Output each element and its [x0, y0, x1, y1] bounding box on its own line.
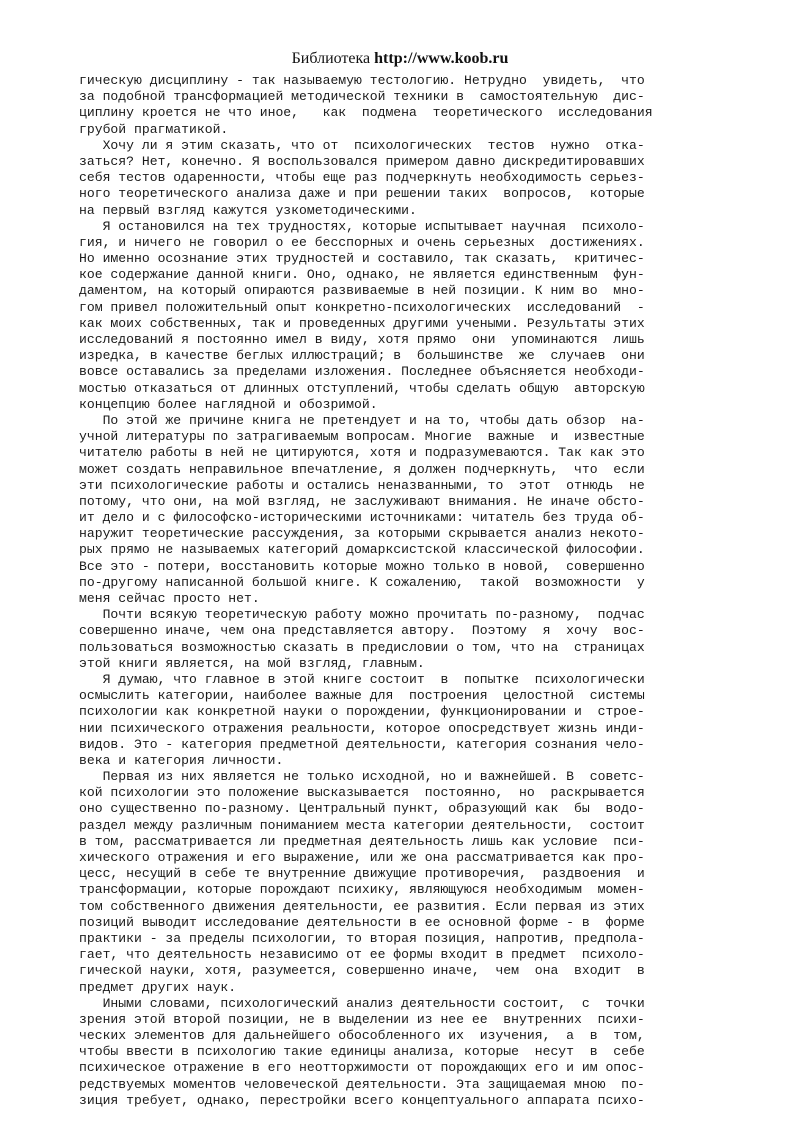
- text-line: Я думаю, что главное в этой книге состоит в попытке психологически: [79, 671, 645, 687]
- text-line: наружит теоретические рассуждения, за которыми скрывается анализ некото-: [79, 526, 645, 542]
- text-line: редствуемых моментов человеческой деятельности. Эта защищаемая мною по-: [79, 1076, 645, 1092]
- library-url-link[interactable]: http://www.koob.ru: [374, 50, 509, 67]
- text-line: зиция требует, однако, перестройки всего концептуального аппарата психо-: [79, 1092, 645, 1108]
- text-line: грубой прагматикой.: [79, 121, 229, 137]
- text-line: кое содержание данной книги. Оно, однако, не является единственным фун-: [79, 267, 645, 283]
- text-line: рых прямо не называемых категорий домарксистской классической философии.: [79, 542, 645, 558]
- text-line: нии психического отражения реальности, которое опосредствует жизнь инди-: [79, 720, 645, 736]
- text-line: Первая из них является не только исходной, но и важнейшей. В советс-: [79, 769, 645, 785]
- text-line: этой книги является, на мой взгляд, главным.: [79, 655, 425, 671]
- text-line: ческих элементов для дальнейшего обособленного их изучения, а в том,: [79, 1028, 645, 1044]
- text-line: Но именно осознание этих трудностей и составило, так сказать, критичес-: [79, 251, 645, 267]
- text-line: в том, рассматривается ли предметная деятельность лишь как условие пси-: [79, 833, 645, 849]
- text-line: мостью отказаться от длинных отступлений, чтобы сделать общую авторскую: [79, 380, 645, 396]
- text-line: даментом, на который опираются развиваемые в ней позиции. К ним во мно-: [79, 283, 645, 299]
- text-line: по-другому написанной большой книге. К сожалению, такой возможности у: [79, 574, 645, 590]
- text-line: Почти всякую теоретическую работу можно прочитать по-разному, подчас: [79, 607, 645, 623]
- text-line: позиций выводит исследование деятельности в ее основной форме - в форме: [79, 914, 645, 930]
- text-line: практики - за пределы психологии, то вторая позиция, напротив, предпола-: [79, 930, 645, 946]
- text-line: как моих собственных, так и проведенных другими учеными. Результаты этих: [79, 315, 645, 331]
- text-line: осмыслить категории, наиболее важные для построения целостной системы: [79, 688, 645, 704]
- text-line: себя тестов одаренности, чтобы еще раз подчеркнуть необходимость серьез-: [79, 170, 645, 186]
- text-line: ит дело и с философско-историческими источниками: читатель без труда об-: [79, 510, 645, 526]
- text-line: циплину кроется не что иное, как подмена теоретического исследования: [79, 105, 653, 121]
- text-line: пользоваться возможностью сказать в предисловии о том, что на страницах: [79, 639, 645, 655]
- text-line: Иными словами, психологический анализ деятельности состоит, с точки: [79, 995, 645, 1011]
- text-line: совершенно иначе, чем она представляется автору. Поэтому я хочу вос-: [79, 623, 645, 639]
- text-line: психическое отражение в его неотторжимости от порождающих его и им опос-: [79, 1060, 645, 1076]
- text-line: психологии как конкретной науки о порождении, функционировании и строе-: [79, 704, 645, 720]
- text-line: читателю работы в ней не цитируются, хотя и подразумеваются. Так как это: [79, 445, 645, 461]
- text-line: может создать неправильное впечатление, я должен подчеркнуть, что если: [79, 461, 645, 477]
- text-line: гом привел положительный опыт конкретно-психологических исследований -: [79, 299, 645, 315]
- library-label: Библиотека: [291, 50, 371, 67]
- text-line: Хочу ли я этим сказать, что от психологических тестов нужно отка-: [79, 137, 645, 153]
- text-line: потому, что они, на мой взгляд, не заслуживают внимания. Не иначе обсто-: [79, 493, 645, 509]
- text-line: кой психологии это положение высказывается постоянно, но раскрывается: [79, 785, 645, 801]
- page-header: [0, 50, 800, 68]
- text-line: раздел между различным пониманием места категории деятельности, состоит: [79, 817, 645, 833]
- text-line: вовсе оставались за пределами изложения. Последнее объясняется необходи-: [79, 364, 645, 380]
- text-line: хического отражения и его выражение, или же она рассматривается как про-: [79, 850, 645, 865]
- text-line: По этой же причине книга не претендует и на то, чтобы дать обзор на-: [79, 412, 645, 428]
- text-line: гической науки, хотя, разумеется, совершенно иначе, чем она входит в: [79, 963, 645, 979]
- text-line: исследований я постоянно имел в виду, хотя прямо они упоминаются лишь: [79, 332, 645, 347]
- text-line: меня сейчас просто нет.: [79, 591, 260, 606]
- text-line: видов. Это - категория предметной деятельности, категория сознания чело-: [79, 736, 645, 752]
- text-line: гия, и ничего не говорил о ее бесспорных и очень серьезных достижениях.: [79, 234, 645, 250]
- text-line: заться? Нет, конечно. Я воспользовался примером давно дискредитировавших: [79, 153, 645, 169]
- text-line: зрения этой второй позиции, не в выделении из нее ее внутренних психи-: [79, 1011, 645, 1027]
- text-line: эти психологические работы и остались неназванными, то этот отнюдь не: [79, 477, 645, 493]
- text-line: ного теоретического анализа даже и при решении таких вопросов, которые: [79, 186, 645, 202]
- text-line: оно существенно по-разному. Центральный пункт, образующий как бы водо-: [79, 801, 645, 817]
- text-line: том собственного движения деятельности, ее развития. Если первая из этих: [79, 898, 645, 914]
- text-line: на первый взгляд кажутся узкометодическими.: [79, 202, 417, 218]
- text-line: Я остановился на тех трудностях, которые испытывает научная психоло-: [79, 218, 645, 234]
- text-line: гает, что деятельность независимо от ее формы входит в предмет психоло-: [79, 947, 645, 963]
- text-line: предмет других наук.: [79, 979, 237, 995]
- text-line: цесс, несущий в себе те внутренние движущие противоречия, раздвоения и: [79, 866, 645, 882]
- text-line: изредка, в качестве беглых иллюстраций; в большинстве же случаев они: [79, 348, 645, 364]
- text-line: за подобной трансформацией методической техники в самостоятельную дис-: [79, 89, 645, 105]
- text-line: гическую дисциплину - так называемую тестологию. Нетрудно увидеть, что: [79, 73, 645, 88]
- text-line: чтобы ввести в психологию такие единицы анализа, которые несут в себе: [79, 1044, 645, 1060]
- text-line: Все это - потери, восстановить которые можно только в новой, совершенно: [79, 558, 645, 574]
- text-line: трансформации, которые порождают психику, являющуюся необходимым момен-: [79, 882, 645, 898]
- text-line: учной литературы по затрагиваемым вопросам. Многие важные и известные: [79, 429, 645, 445]
- text-line: концепцию более наглядной и обозримой.: [79, 396, 378, 412]
- text-line: века и категория личности.: [79, 752, 284, 768]
- document-body-text: [79, 73, 739, 1109]
